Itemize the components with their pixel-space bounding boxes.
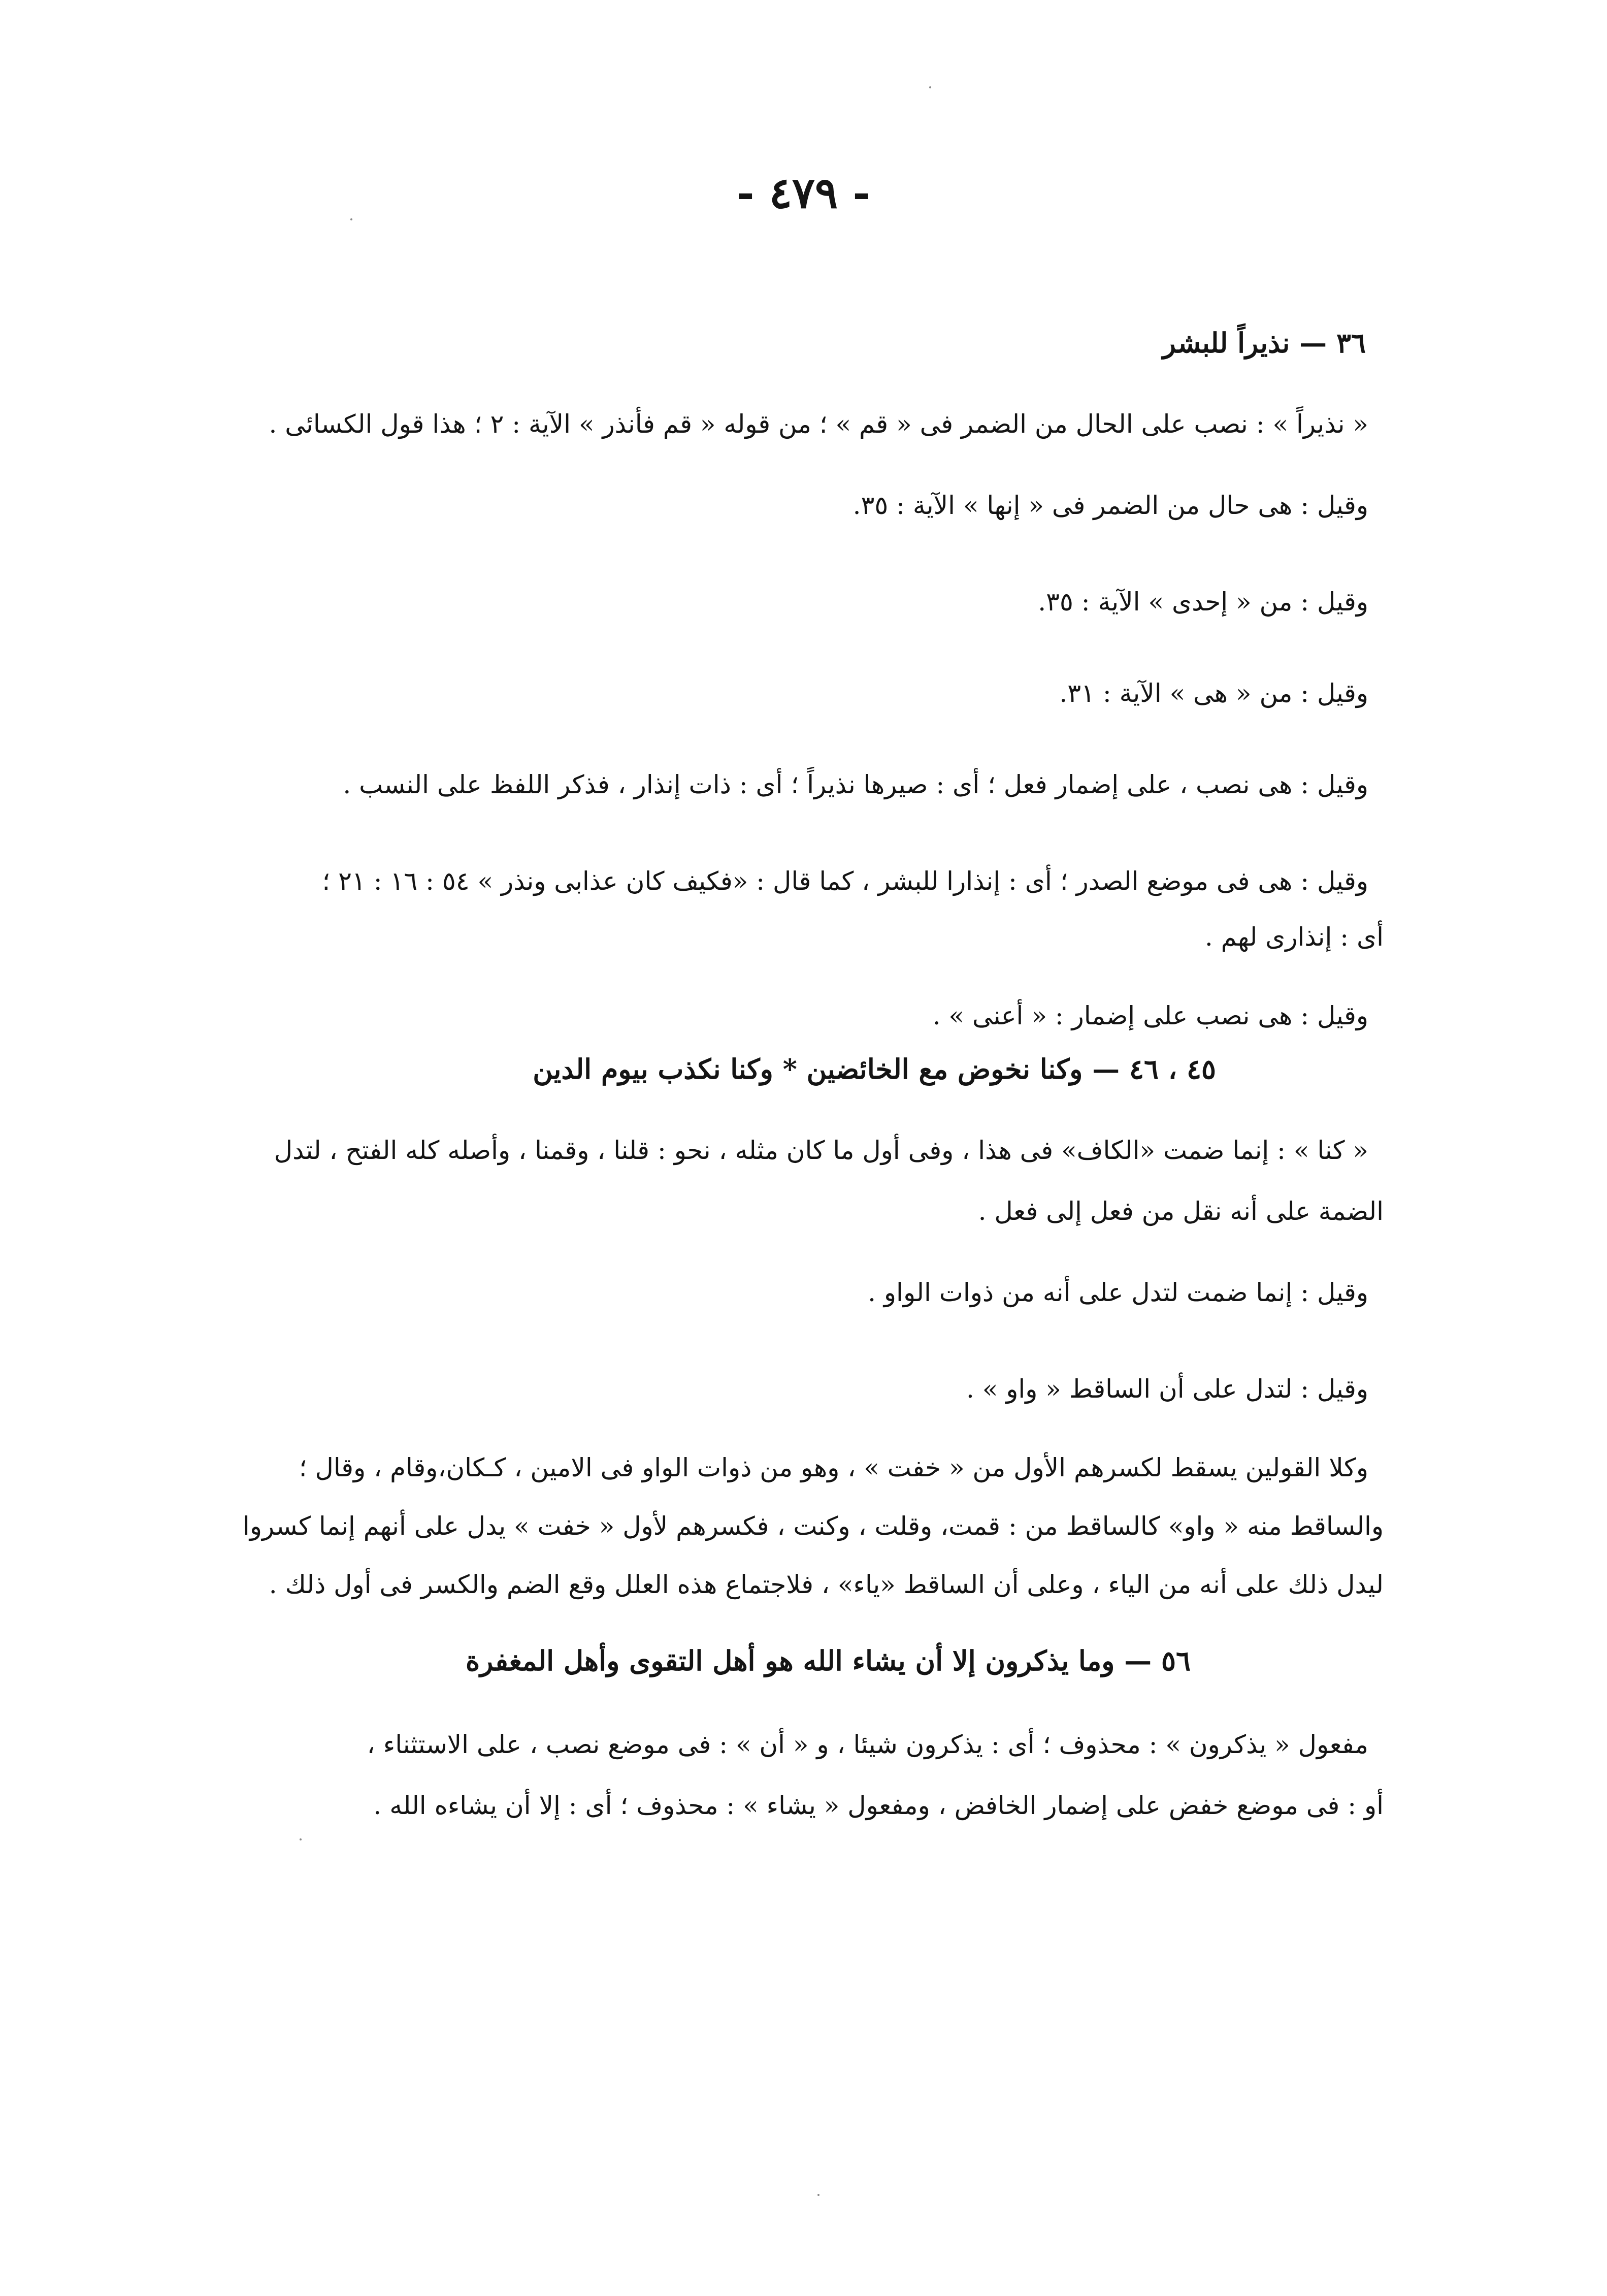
text-line: أو : فى موضع خفض على إضمار الخافض ، ومفعول « يشاء » : محذوف ؛ أى : إلا أن يشاءه الله .	[373, 1791, 1384, 1820]
verse-heading-45-46: ٤٥ ، ٤٦ — وكنا نخوض مع الخائضين * وكنا نكذب بيوم الدين	[533, 1053, 1216, 1085]
text-line: الضمة على أنه نقل من فعل إلى فعل .	[978, 1196, 1384, 1226]
verse-heading-36: ٣٦ — نذيراً للبشر	[1162, 327, 1366, 359]
text-line: وقيل : لتدل على أن الساقط « واو » .	[966, 1374, 1368, 1404]
text-line: مفعول « يذكرون » : محذوف ؛ أى : يذكرون شيئا ، و « أن » : فى موضع نصب ، على الاستثناء ،	[367, 1730, 1368, 1759]
text-line: وقيل : هى فى موضع الصدر ؛ أى : إنذارا للبشر ، كما قال : «فكيف كان عذابى ونذر » ٥٤ : ١٦ : ٢١ ؛	[322, 866, 1368, 896]
text-line: وقيل : هى نصب على إضمار : « أعنى » .	[932, 1001, 1368, 1030]
text-line: ليدل ذلك على أنه من الياء ، وعلى أن الساقط «ياء» ، فلاجتماع هذه العلل وقع الضم والكسر فى أول ذلك .	[269, 1570, 1384, 1599]
scan-speck	[929, 86, 931, 88]
scan-speck	[817, 2194, 819, 2196]
page-number: - ٤٧٩ -	[736, 168, 871, 218]
text-line: والساقط منه « واو» كالساقط من : قمت، وقلت ، وكنت ، فكسرهم لأول « خفت » يدل على أنهم إنما كسروا	[242, 1511, 1384, 1541]
text-line: « كنا » : إنما ضمت «الكاف» فى هذا ، وفى أول ما كان مثله ، نحو : قلنا ، وقمنا ، وأصله كله الفتح ، لتدل	[274, 1136, 1368, 1165]
text-line: أى : إنذارى لهم .	[1204, 922, 1384, 952]
text-line: وقيل : هى نصب ، على إضمار فعل ؛ أى : صيرها نذيراً ؛ أى : ذات إنذار ، فذكر اللفظ على النسب .	[343, 770, 1368, 799]
scan-speck	[350, 218, 352, 220]
text-line: وقيل : من « هى » الآية : ٣١.	[1059, 678, 1368, 708]
verse-heading-56: ٥٦ — وما يذكرون إلا أن يشاء الله هو أهل التقوى وأهل المغفرة	[465, 1644, 1191, 1677]
text-line: « نذيراً » : نصب على الحال من الضمر فى « قم » ؛ من قوله « قم فأنذر » الآية : ٢ ؛ هذا قول الكسائى .	[269, 409, 1368, 439]
text-line: وقيل : من « إحدى » الآية : ٣٥.	[1038, 587, 1368, 617]
text-line: وقيل : إنما ضمت لتدل على أنه من ذوات الواو .	[868, 1278, 1368, 1307]
text-line: وكلا القولين يسقط لكسرهم الأول من « خفت » ، وهو من ذوات الواو فى الامين ، كـكان،وقام ، وقال ؛	[299, 1453, 1368, 1482]
scan-speck	[300, 1838, 302, 1840]
text-line: وقيل : هى حال من الضمر فى « إنها » الآية : ٣٥.	[852, 491, 1368, 520]
